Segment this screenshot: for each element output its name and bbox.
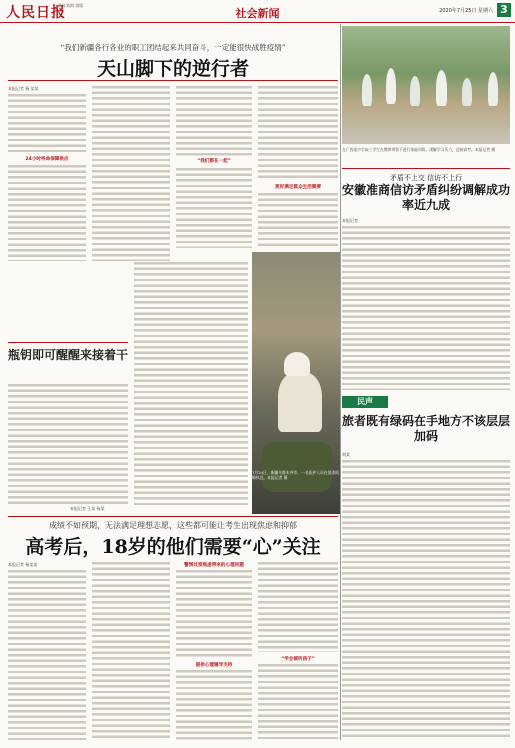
side-photo-caption: 7月24日，新疆乌鲁木齐市，一名医护人员在消杀间隙休息。本报记者 摄 (252, 470, 339, 480)
photo-top-caption: 在广西某中学高三学生在教师带领下进行体能训练，缓解学习压力，迎接高考。本报记者 摄 (342, 147, 496, 152)
lead-headline: 天山脚下的逆行者 (96, 58, 249, 80)
right-kicker: 矛盾不上交 信访不上行 (389, 174, 463, 182)
second-body-col-2 (92, 562, 170, 740)
divider (8, 516, 338, 517)
divider (342, 168, 510, 169)
issue-date: 2020年7月25日 星期六 (439, 8, 493, 14)
side-box-heading: 瓶钥即可醒醒来接着干 (8, 348, 129, 362)
section-title: 社会新闻 (235, 7, 280, 20)
lead-body-col-3 (176, 86, 252, 156)
second-body-col-4b (258, 664, 338, 740)
lead-body-col-2 (92, 86, 170, 261)
lead-subhead-1: 24小时待命保障供应 (25, 157, 69, 162)
second-body-col-3b (176, 670, 252, 740)
page-number-badge: 3 (497, 3, 511, 17)
lead-body-col-1b (8, 165, 86, 261)
second-subhead-1: 警惕过度焦虑带来的心理问题 (184, 563, 244, 568)
lead-subhead-2: “我们都在一起” (197, 159, 231, 164)
second-body-col-1 (8, 570, 86, 740)
masthead (0, 0, 515, 23)
second-kicker: 成绩不如预期，无法满足理想志愿，这些都可能让考生出现焦虑和抑郁 (49, 521, 297, 530)
newspaper-logo: 人民日报 (6, 5, 66, 21)
second-body-col-4 (258, 562, 338, 652)
second-byline: 本报记者 杨某某 (8, 562, 38, 567)
lead-subhead-3: 更好满足群众生活需要 (275, 185, 321, 190)
minsheng-body (342, 460, 510, 740)
divider (8, 80, 338, 81)
lead-body-col-4 (258, 86, 338, 181)
minsheng-byline: 胡某 (342, 452, 350, 457)
lead-body-col-1 (8, 94, 86, 152)
divider (8, 342, 128, 343)
second-subhead-3: “学会倾听孩子” (281, 657, 315, 662)
minsheng-badge: 民声 (342, 396, 388, 408)
side-box-body (8, 384, 128, 504)
lead-kicker: “我们新疆各行各业的职工团结起来共同奋斗，一定能很快战胜疫情” (60, 43, 286, 52)
caption-extra (342, 158, 510, 166)
lead-body-col-4b (258, 193, 338, 248)
lead-body-col-3b (176, 168, 252, 248)
students-training-photo (342, 26, 510, 144)
minsheng-headline: 旅者既有绿码在手地方不该层层加码 (342, 414, 511, 443)
lead-body-col-5 (134, 262, 248, 506)
second-subhead-2: 提供心理辅导支持 (195, 663, 233, 668)
second-body-col-3 (176, 570, 252, 658)
second-headline: 高考后，18岁的他们需要“心”关注 (25, 536, 321, 558)
column-rule (340, 24, 341, 740)
right-byline: 本报记者 (342, 218, 358, 223)
edition-info: 第年第期 第版 (58, 3, 84, 8)
right-body (342, 226, 510, 390)
side-box-byline: 本报记者 王某 杨某 (70, 506, 105, 511)
lead-byline: 本报记者 杨 某某 (8, 86, 39, 91)
right-headline: 安徽准商信访矛盾纠纷调解成功率近九成 (342, 183, 511, 212)
